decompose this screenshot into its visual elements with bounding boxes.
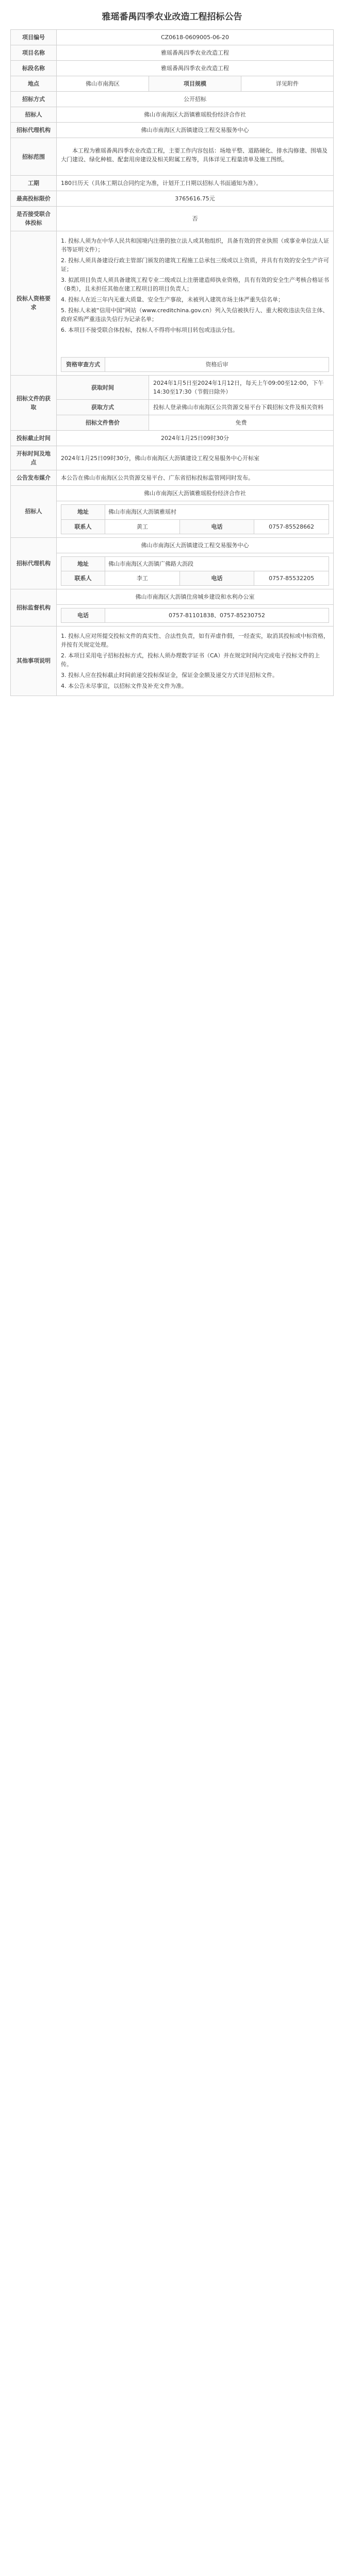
- tenderer-addr: 佛山市南海区大沥镇雅瑶村: [105, 505, 329, 519]
- supervise-tel: 0757-81101838、0757-85230752: [105, 608, 329, 622]
- agent-tel-label: 电话: [179, 571, 254, 585]
- qualification-item: 2. 投标人须具备建设行政主管部门颁发的建筑工程施工总承包三级或以上资质，并具有有效的安全生产许可证；: [61, 257, 329, 273]
- supervise-details: [57, 604, 334, 626]
- supervise-details-table: [61, 608, 329, 623]
- agent-details-table: [61, 556, 329, 586]
- qualification-item: 5. 投标人未被“信用中国”网站（www.creditchina.gov.cn）列入失信被执行人、重大税收违法失信主体、政府采购严重违法失信行为记录名单；: [61, 307, 329, 323]
- period-label: 工期: [11, 176, 57, 191]
- documents-time: 2024年1月5日至2024年1月12日，每天上午09:00至12:00，下午14:30至17:30（节假日除外）: [149, 376, 334, 400]
- qualification-method-label: 资格审查方式: [61, 357, 105, 371]
- site: 佛山市南海区: [57, 76, 149, 92]
- content-text: [57, 138, 334, 176]
- documents-place-label: 获取方式: [57, 400, 149, 415]
- tenderer-name: 佛山市南海区大沥镇雅瑶股份经济合作社: [57, 486, 334, 501]
- deadline: 2024年1月25日09时30分: [57, 431, 334, 446]
- qualification-item: 3. 拟派项目负责人须具备建筑工程专业二级或以上注册建造师执业资格，具有有效的安全生产考核合格证书（B类），且未担任其他在建工程项目的项目负责人；: [61, 276, 329, 292]
- tenderer-label: 招标人: [11, 486, 57, 537]
- project-code: CZ0618-0609005-06-20: [57, 30, 334, 45]
- agent-person: 李工: [105, 571, 180, 585]
- scale: 详见附件: [241, 76, 334, 92]
- notes-item: 3. 投标人应在投标截止时间前递交投标保证金，保证金金额及递交方式详见招标文件。: [61, 671, 278, 679]
- joint: 否: [57, 207, 334, 231]
- project-name: 雅瑶番禺四季农业改造工程: [57, 45, 334, 61]
- notes-item: 1. 投标人应对所提交投标文件的真实性、合法性负责，如有弄虚作假，一经查实，取消其投标或中标资格，并按有关规定处理。: [61, 632, 329, 648]
- tenderer-details: [57, 501, 334, 537]
- bidding-method-label: 招标方式: [11, 92, 57, 107]
- agent-details: [57, 553, 334, 589]
- documents-price-label: 招标文件售价: [57, 415, 149, 431]
- project-name-label: 项目名称: [11, 45, 57, 61]
- tenderer-tel-label: 电话: [179, 519, 254, 534]
- content-label: 招标范围: [11, 138, 57, 176]
- qualification-item: 1. 投标人须为在中华人民共和国境内注册的独立法人或其他组织，具备有效的营业执照（或事业单位法人证书等证明文件）；: [61, 237, 329, 253]
- qualification-list: [61, 236, 329, 334]
- open-label: 开标时间及地点: [11, 446, 57, 470]
- documents-time-label: 获取时间: [57, 376, 149, 400]
- agent-label: 招标代理机构: [11, 537, 57, 589]
- open-value: 2024年1月25日09时30分，佛山市南海区大沥镇建设工程交易服务中心开标室: [57, 446, 334, 470]
- qualification-item: 6. 本项目不接受联合体投标，投标人不得将中标项目转包或违法分包。: [61, 326, 238, 333]
- notes-list: [61, 632, 329, 690]
- scale-label: 项目规模: [149, 76, 241, 92]
- documents-place: 投标人登录佛山市南海区公共资源交易平台下载招标文件及相关资料: [149, 400, 334, 415]
- qualification-item: 4. 投标人在近三年内无重大质量、安全生产事故，未被列入建筑市场主体严重失信名单；: [61, 296, 284, 303]
- qualification-content: [57, 231, 334, 376]
- tenderer-tel: 0757-85528662: [254, 519, 329, 534]
- announcement-value: 本公告在佛山市南海区公共资源交易平台、广东省招标投标监管网同时发布。: [57, 470, 334, 486]
- tenderer-details-table: [61, 504, 329, 534]
- subject: 佛山市南海区大沥镇雅瑶股份经济合作社: [57, 107, 334, 123]
- announcement-table: [10, 29, 334, 696]
- project-code-label: 项目编号: [11, 30, 57, 45]
- tenderer-person: 黄工: [105, 519, 180, 534]
- agent-name: 佛山市南海区大沥镇建设工程交易服务中心: [57, 537, 334, 553]
- supervise-label: 招标监督机构: [11, 589, 57, 626]
- bidding-method: 公开招标: [57, 92, 334, 107]
- notes-item: 2. 本项目采用电子招标投标方式，投标人须办理数字证书（CA）并在规定时间内完成电子投标文件的上传。: [61, 652, 320, 668]
- tenderer-person-label: 联系人: [61, 519, 105, 534]
- site-label: 地点: [11, 76, 57, 92]
- bid-section: 雅瑶番禺四季农业改造工程: [57, 61, 334, 76]
- deadline-label: 投标截止时间: [11, 431, 57, 446]
- agent-addr: 佛山市南海区大沥镇广佛路大沥段: [105, 556, 329, 571]
- bid-section-label: 标段名称: [11, 61, 57, 76]
- documents-price: 免费: [149, 415, 334, 431]
- documents-label: 招标文件的获取: [11, 376, 57, 431]
- subject-label: 招标人: [11, 107, 57, 123]
- tenderer-addr-label: 地址: [61, 505, 105, 519]
- qualification-label: 投标人资格要求: [11, 231, 57, 376]
- notes-label: 其他事项说明: [11, 626, 57, 696]
- page-title: 雅瑶番禺四季农业改造工程招标公告: [102, 12, 242, 22]
- qualification-spacer: [61, 336, 329, 357]
- agency: 佛山市南海区大沥镇建设工程交易服务中心: [57, 123, 334, 138]
- agent-person-label: 联系人: [61, 571, 105, 585]
- supervise-name: 佛山市南海区大沥镇住房城乡建设和水利办公室: [57, 589, 334, 604]
- announcement-label: 公告发布媒介: [11, 470, 57, 486]
- period: 180日历天（具体工期以合同约定为准，计划开工日期以招标人书面通知为准）。: [57, 176, 334, 191]
- notes-item: 4. 本公告未尽事宜，以招标文件及补充文件为准。: [61, 683, 187, 690]
- control-price: 3765616.75元: [57, 191, 334, 207]
- agent-tel: 0757-85532205: [254, 571, 329, 585]
- bottom-padding: [0, 696, 344, 717]
- page: [0, 0, 344, 717]
- content-paragraph: 本工程为雅瑶番禺四季农业改造工程，主要工作内容包括：场地平整、道路硬化、排水沟修建、围墙及大门建设、绿化种植、配套用房建设及相关附属工程等，具体详见工程量清单及施工图纸。: [61, 147, 327, 163]
- notes-content: [57, 626, 334, 696]
- supervise-tel-label: 电话: [61, 608, 105, 622]
- agent-addr-label: 地址: [61, 556, 105, 571]
- qualification-method: 资格后审: [105, 357, 329, 371]
- qualification-method-table: [61, 357, 329, 372]
- control-price-label: 最高投标限价: [11, 191, 57, 207]
- agency-label: 招标代理机构: [11, 123, 57, 138]
- joint-label: 是否接受联合体投标: [11, 207, 57, 231]
